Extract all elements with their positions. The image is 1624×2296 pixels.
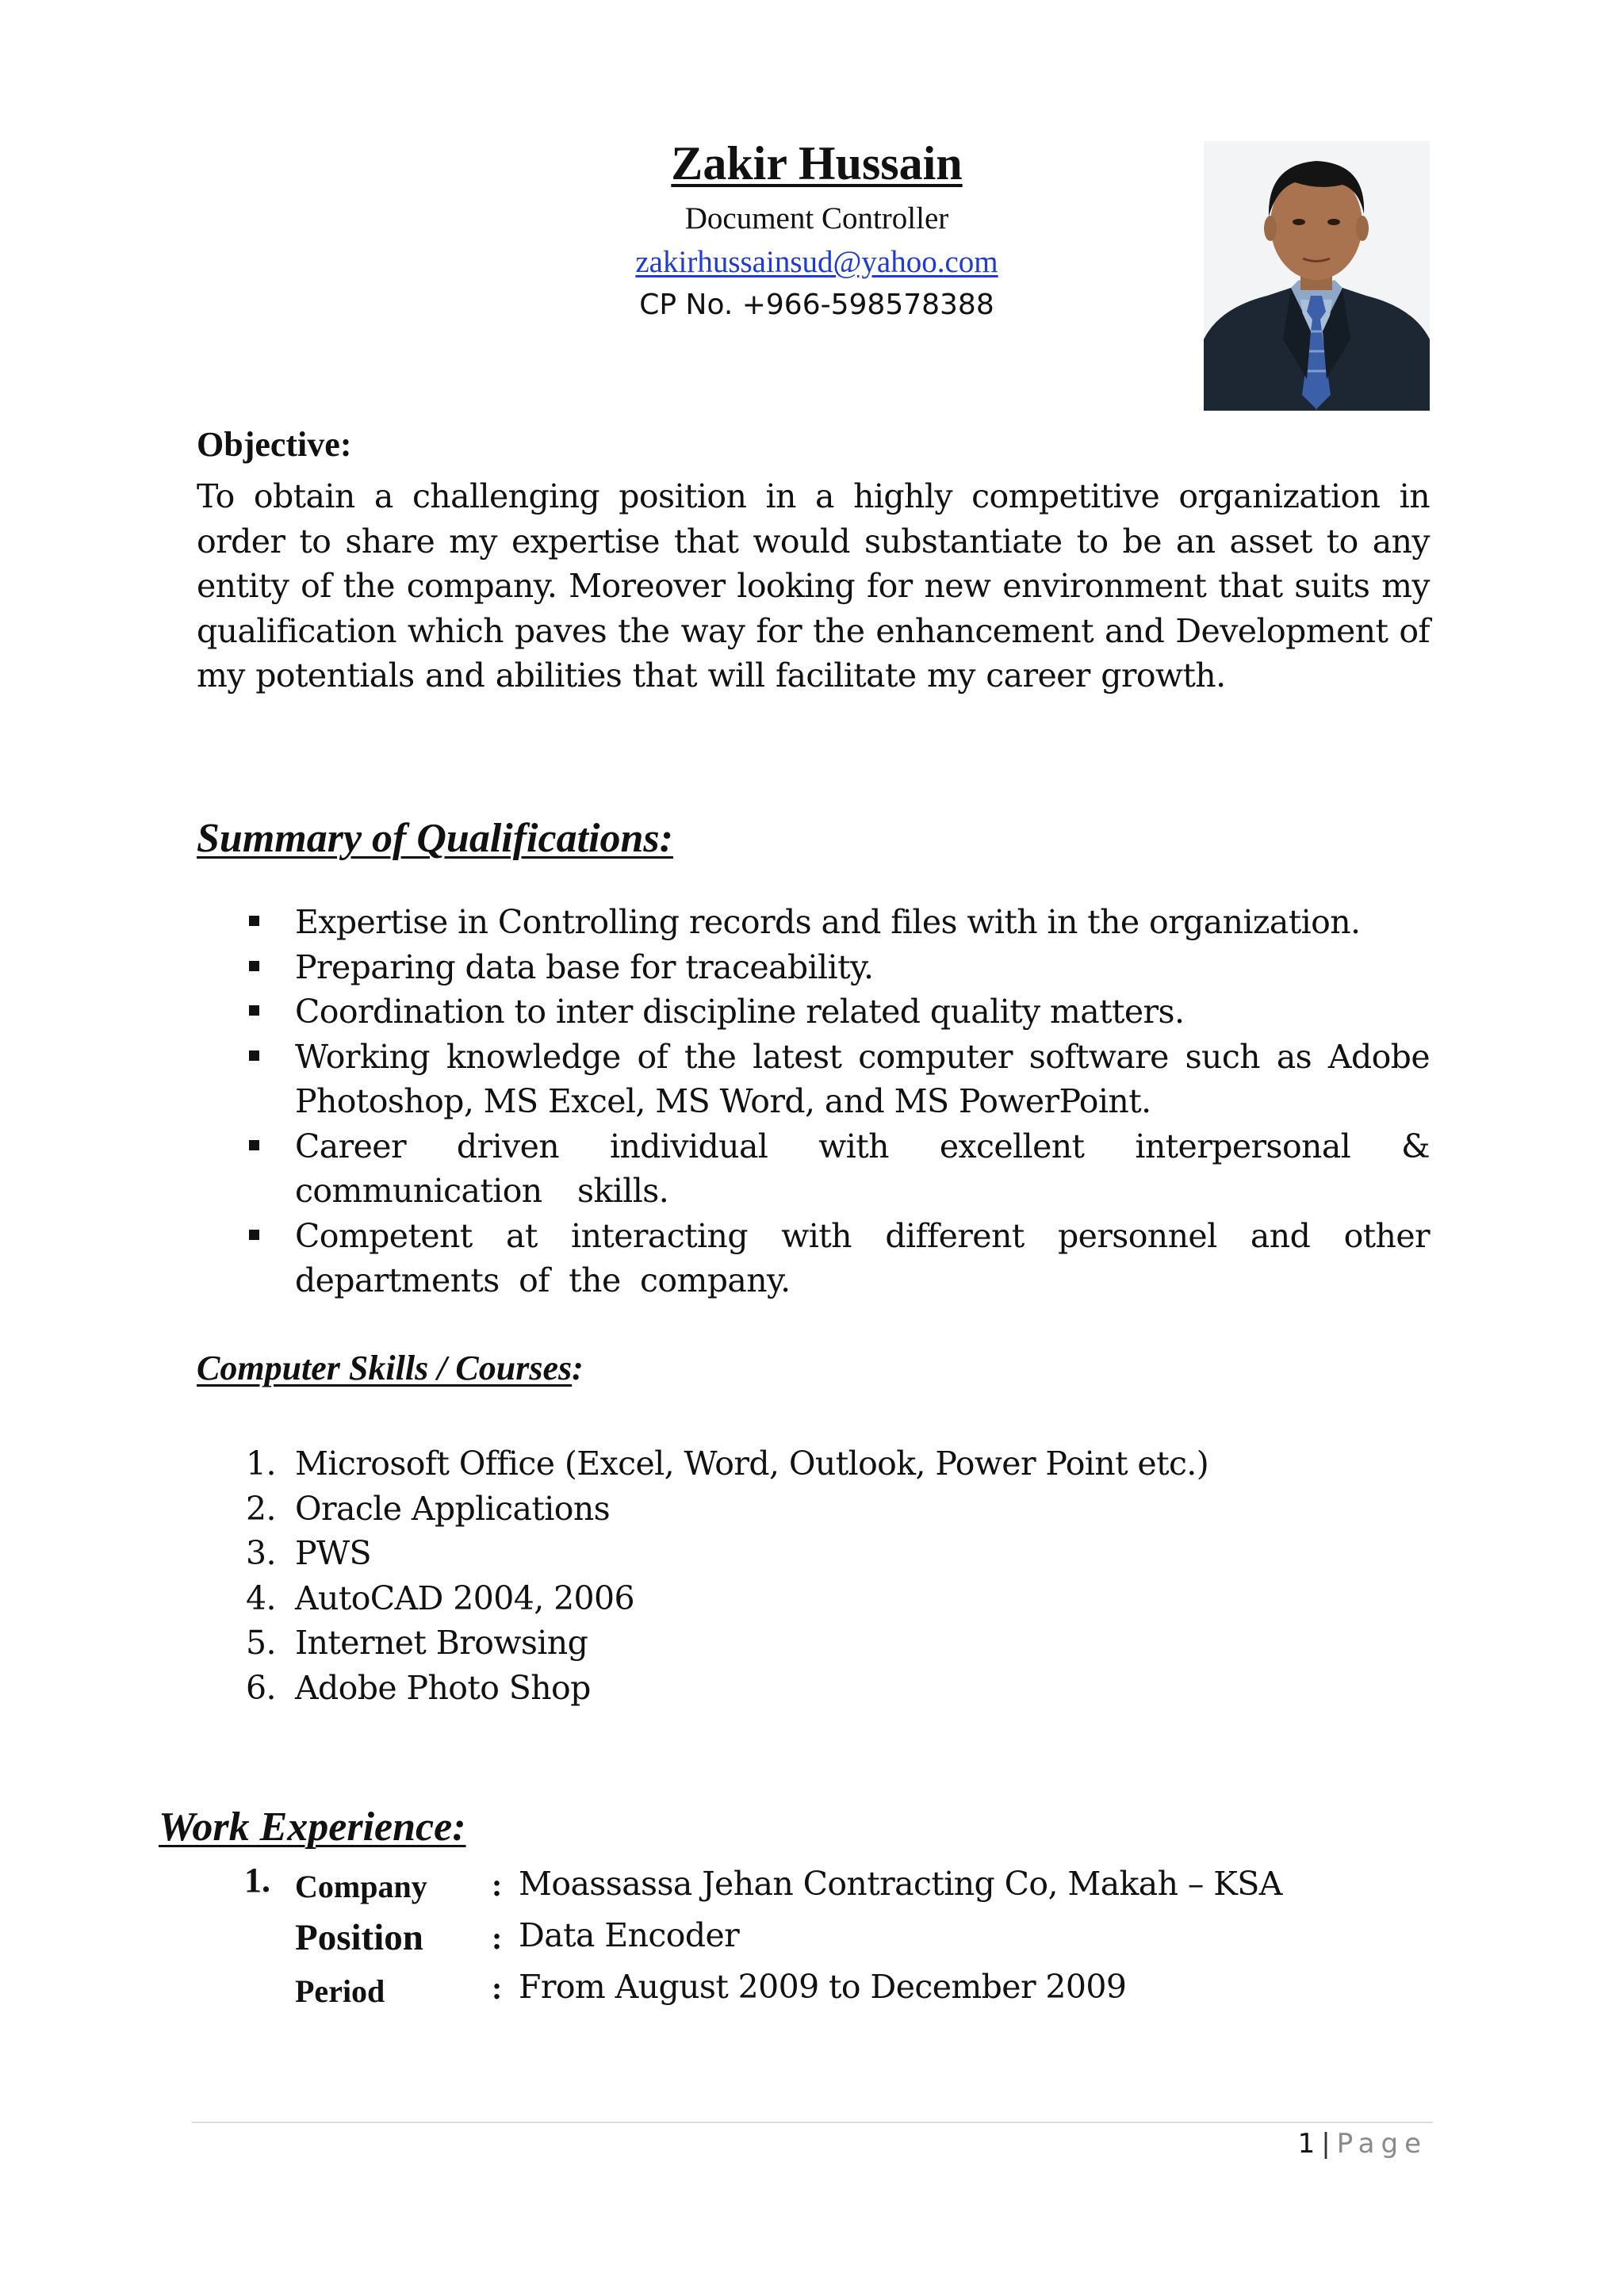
page-word: Page [1336,2128,1427,2160]
objective-heading: Objective: [197,425,352,464]
company-value: Moassassa Jehan Contracting Co, Makah – KSA [519,1865,1282,1903]
list-item: Working knowledge of the latest computer software such as Adobe Photoshop, MS Excel, MS Word, and MS PowerPoint. [246,1035,1430,1124]
skills-list [238,1441,1348,1710]
job-number: 1. [244,1861,270,1900]
colon: : [492,1970,503,2006]
list-item: 1. Microsoft Office (Excel, Word, Outlook, Power Point etc.) [246,1445,1209,1483]
page-number: 1 [1297,2128,1316,2160]
colon: : [492,1867,503,1903]
list-item: Coordination to inter discipline related quality matters. [246,989,1430,1035]
bullet-icon [249,961,259,971]
list-item: 6. Adobe Photo Shop [246,1668,591,1707]
candidate-name: Zakir Hussain [671,137,963,189]
list-item: 2. Oracle Applications [246,1489,611,1528]
list-item: 3. PWS [246,1534,372,1572]
bullet-icon [249,1230,259,1240]
qualifications-list [246,900,1430,1303]
company-label: Company [295,1869,427,1904]
skills-heading: Computer Skills / Courses: [197,1349,584,1387]
colon: : [492,1920,503,1956]
footer-separator: | [1321,2128,1331,2160]
list-item: 4. AutoCAD 2004, 2006 [246,1578,635,1617]
bullet-icon [249,1050,259,1061]
period-value: From August 2009 to December 2009 [519,1968,1127,2006]
phone-number: CP No. +966-598578388 [639,289,994,321]
email-link[interactable]: zakirhussainsud@yahoo.com [635,245,998,279]
list-item: Career driven individual with excellent interpersonal & communication skills. [246,1124,1430,1214]
summary-heading: Summary of Qualifications: [197,816,673,861]
bullet-icon [249,1140,259,1150]
bullet-icon [249,916,259,926]
list-item: Preparing data base for traceability. [246,945,1430,990]
objective-text: To obtain a challenging position in a highly competitive organization in order to share my expertise that would substantiate to be an asset to any entity of the company. Moreover looking for new environment that suits my qualification which paves the way for the enhancement and Development of my potentials and abilities that will facilitate my career growth. [197,477,1430,695]
bullet-icon [249,1005,259,1016]
job-title: Document Controller [684,201,949,235]
period-label: Period [295,1973,385,2009]
profile-photo [1204,141,1430,411]
footer-divider [192,2122,1433,2123]
list-item: Competent at interacting with different personnel and other departments of the company. [246,1214,1430,1303]
job-company-row [295,1865,1445,1912]
position-label: Position [295,1917,423,1958]
job-period-row [295,1968,1445,2015]
list-item: 5. Internet Browsing [246,1624,588,1662]
job-position-row [295,1916,1445,1964]
page-footer [1189,2128,1427,2160]
position-value: Data Encoder [519,1916,740,1954]
work-experience-heading: Work Experience: [159,1804,466,1850]
list-item: Expertise in Controlling records and files with in the organization. [246,900,1430,945]
